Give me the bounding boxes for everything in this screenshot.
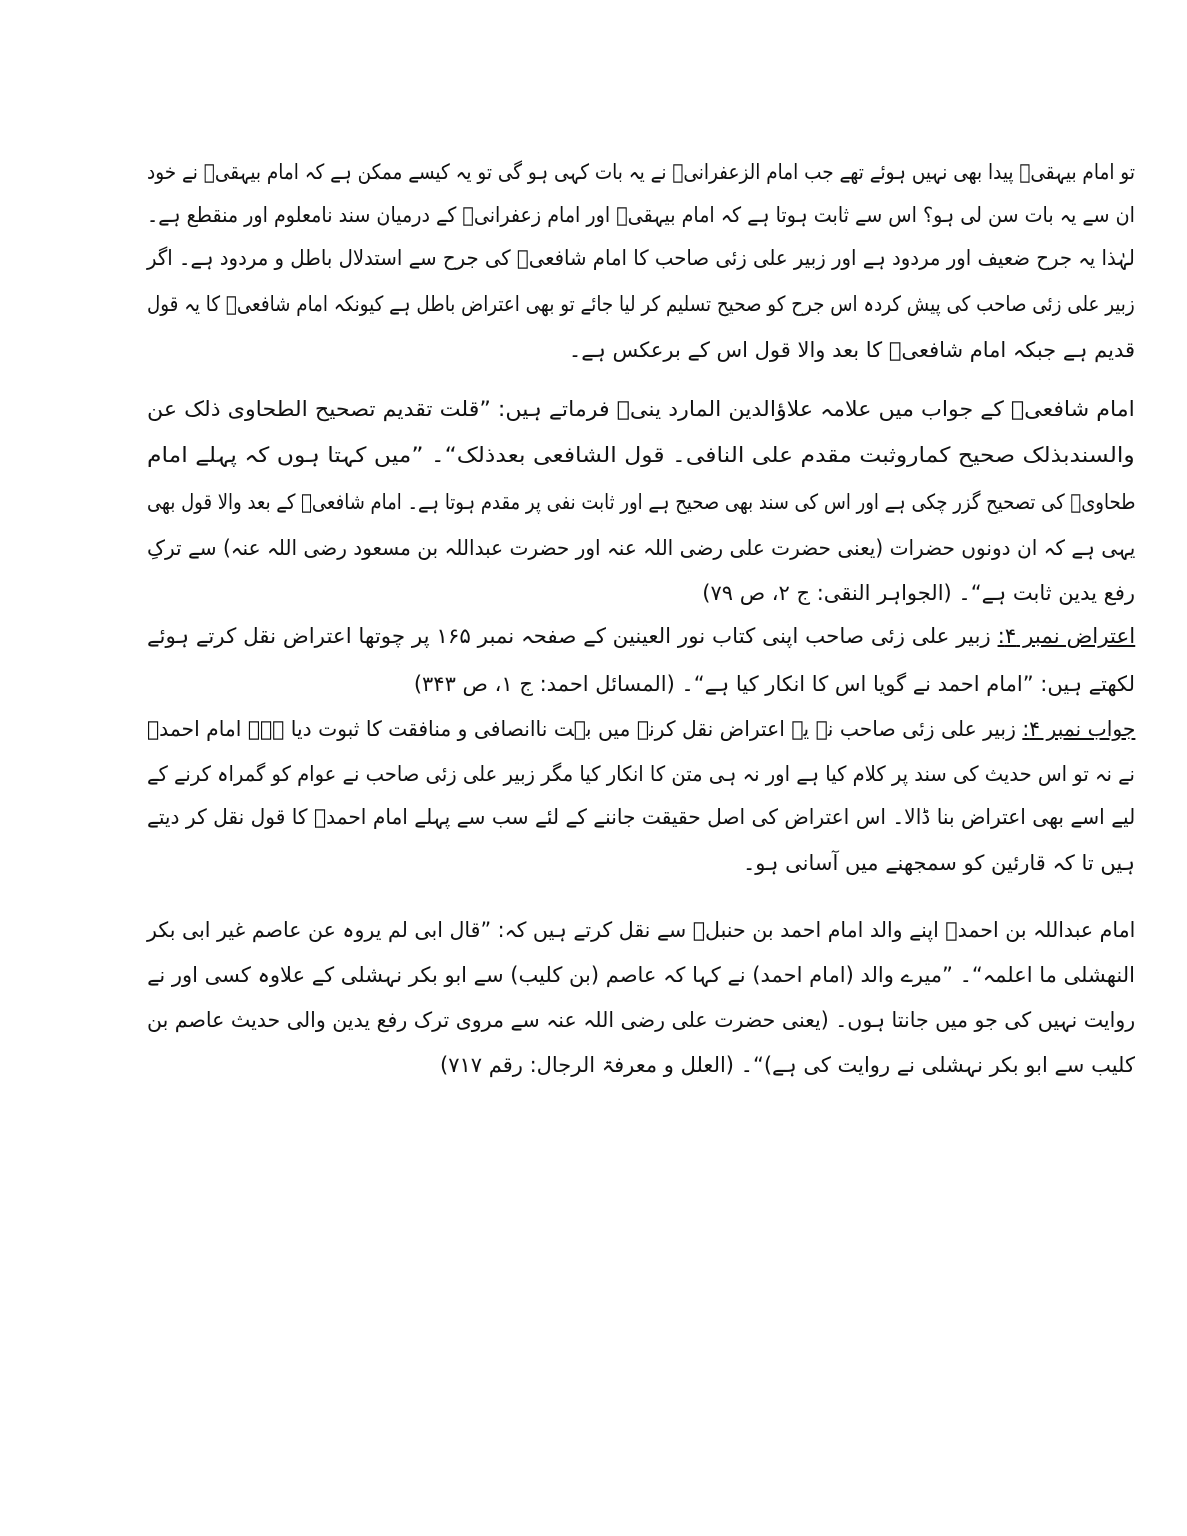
answer-4-label: جواب نمبر ۴: (1021, 717, 1135, 741)
text-line (0, 573, 1187, 613)
line-text: ہیں تا کہ قارئین کو سمجھنے میں آسانی ہو۔ (743, 851, 1135, 875)
line-text: رفع یدین ثابت ہے“۔ (الجواہر النقی: ج ۲، ص ۷۹) (702, 581, 1135, 605)
line-text: روایت نہیں کی جو میں جانتا ہوں۔ (یعنی حضرت علی رضی اللہ عنہ سے مروی ترک رفع یدین والی حدیث عاصم بن (146, 1008, 1135, 1032)
text-line (0, 709, 1187, 749)
line-text: زبیر علی زئی صاحب نے یہ اعتراض نقل کرنے میں بہت ناانصافی و منافقت کا ثبوت دیا ہے۔ امام احمدؒ (146, 717, 1016, 741)
text-line (0, 843, 1187, 883)
text-line (0, 195, 1187, 235)
line-text: کلیب سے ابو بکر نہشلی نے روایت کی ہے)“۔ (العلل و معرفۃ الرجال: رقم ۷۱۷) (440, 1053, 1135, 1077)
text-line (0, 754, 1187, 794)
text-line (0, 955, 1187, 995)
objection-4-label: اعتراض نمبر ۴: (997, 624, 1135, 648)
text-line (0, 528, 1187, 568)
text-line (0, 664, 1187, 704)
line-text: لہٰذا یہ جرح ضعیف اور مردود ہے اور زبیر علی زئی صاحب کا امام شافعیؒ کی جرح سے استدلال باطل و مردود ہے۔ اگر (147, 246, 1135, 270)
text-line (0, 238, 1187, 278)
line-text: والسندبذلک صحیح کماروثبت مقدم علی النافی۔ قول الشافعی بعدذلک“۔ ”میں کہتا ہوں کہ پہلے امام (147, 443, 1135, 467)
line-text: زبیر علی زئی صاحب اپنی کتاب نور العینین کے صفحہ نمبر ۱۶۵ پر چوتھا اعتراض نقل کرتے ہوئے (146, 624, 991, 648)
line-text: لیے اسے بھی اعتراض بنا ڈالا۔ اس اعتراض کی اصل حقیقت جاننے کے لئے سب سے پہلے امام احمدؒ کا قول نقل کر دیتے (146, 805, 1135, 829)
text-line (0, 616, 1187, 656)
line-text: قدیم ہے جبکہ امام شافعیؒ کا بعد والا قول اس کے برعکس ہے۔ (568, 338, 1135, 362)
text-line (0, 284, 1187, 324)
line-text (147, 616, 1135, 656)
text-line (0, 152, 1187, 192)
line-text: یہی ہے کہ ان دونوں حضرات (یعنی حضرت علی رضی اللہ عنہ اور حضرت عبداللہ بن مسعود رضی اللہ عنہ) سے ترکِ (146, 536, 1135, 560)
line-text: زبیر علی زئی صاحب کی پیش کردہ اس جرح کو صحیح تسلیم کر لیا جائے تو بھی اعتراض باطل ہے کیونکہ امام شافعیؒ کا یہ قول (147, 292, 1135, 316)
line-text: امام عبداللہ بن احمدؒ اپنے والد امام احمد بن حنبلؒ سے نقل کرتے ہیں کہ: ”قال ابی لم یروہ عن عاصم غیر ابی بکر (146, 918, 1135, 942)
text-line (0, 910, 1187, 950)
line-text: طحاویؒ کی تصحیح گزر چکی ہے اور اس کی سند بھی صحیح ہے اور ثابت نفی پر مقدم ہوتا ہے۔ امام شافعیؒ کے بعد والا قول بھی (146, 490, 1135, 514)
text-line (0, 330, 1187, 370)
line-text: النھشلی ما اعلمہ“۔ ”میرے والد (امام احمد) نے کہا کہ عاصم (بن کلیب) سے ابو بکر نہشلی کے علاوہ کسی اور نے (147, 963, 1135, 987)
line-text: نے نہ تو اس حدیث کی سند پر کلام کیا ہے اور نہ ہی متن کا انکار کیا مگر زبیر علی زئی صاحب نے عوام کو گمراہ کرنے کے (147, 762, 1135, 786)
text-line (0, 435, 1187, 475)
line-text: تو امام بیہقیؒ پیدا بھی نہیں ہوئے تھے جب امام الزعفرانیؒ نے یہ بات کہی ہو گی تو یہ کیسے ممکن ہے کہ امام بیہقیؒ نے خود (147, 160, 1135, 184)
text-line (0, 1000, 1187, 1040)
text-line (0, 389, 1187, 429)
text-line (0, 797, 1187, 837)
line-text: امام شافعیؒ کے جواب میں علامہ علاؤالدین المارد ینیؒ فرماتے ہیں: ”قلت تقدیم تصحیح الطحاوی ذلک عن (147, 397, 1135, 421)
text-line (0, 482, 1187, 522)
text-line (0, 1045, 1187, 1085)
line-text: لکھتے ہیں: ”امام احمد نے گویا اس کا انکار کیا ہے“۔ (المسائل احمد: ج ۱، ص ۳۴۳) (413, 672, 1135, 696)
line-text (147, 709, 1135, 749)
line-text: ان سے یہ بات سن لی ہو؟ اس سے ثابت ہوتا ہے کہ امام بیہقیؒ اور امام زعفرانیؒ کے درمیان سند نامعلوم اور منقطع ہے۔ (147, 203, 1135, 227)
